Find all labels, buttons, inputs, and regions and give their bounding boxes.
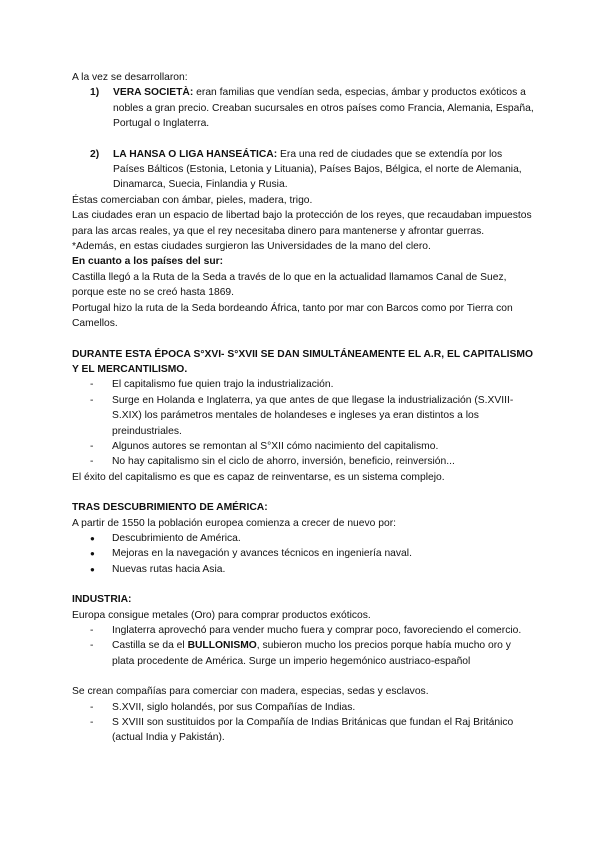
hansa-title: LA HANSA O LIGA HANSEÁTICA: [113, 148, 278, 160]
bullonismo-term: BULLONISMO [187, 640, 257, 652]
list-item: - Inglaterra aprovechó para vender mucho fuera y comprar poco, favoreciendo el comercio. [90, 625, 522, 636]
paragraph: Portugal hizo la ruta de la Seda bordeando África, tanto por mar con Barcos como por Tierra con Camellos. [72, 302, 513, 330]
list-item: - El capitalismo fue quien trajo la industrialización. [90, 379, 334, 391]
paragraph: Europa consigue metales (Oro) para comprar productos exóticos. [72, 609, 371, 621]
numbered-item-1 [90, 85, 534, 131]
list-item: ● Nuevas rutas hacia Asia. [90, 563, 226, 575]
list-item: ● Descubrimiento de América. [90, 532, 241, 544]
list-item: - Algunos autores se remontan al S°XII cómo nacimiento del capitalismo. [90, 440, 439, 452]
hansa-text: Era una red de ciudades que se extendía por los Países Bálticos (Estonia, Letonia y Lituania), Países Bajos, Bélgica, el norte de Alemania, Dinamarca, Suecia, Finlandia y Rusia. [113, 148, 522, 191]
numbered-item-2 [90, 147, 534, 193]
paragraph: Éstas comerciaban con ámbar, pieles, madera, trigo. [72, 194, 313, 206]
industria-heading: INDUSTRIA: [72, 594, 132, 606]
vera-societa-title: VERA SOCIETÀ: [113, 87, 194, 99]
paragraph: Las ciudades eran un espacio de libertad bajo la protección de los reyes, que recaudaban impuestos para las arcas reales, ya que el rey necesitaba dinero para mantenerse y afrontar guerras. [72, 210, 532, 237]
paragraph: A partir de 1550 la población europea comienza a crecer de nuevo por: [72, 517, 396, 529]
paragraph: *Además, en estas ciudades surgieron las Universidades de la mano del clero. [72, 241, 431, 253]
list-item: ● Mejoras en la navegación y avances técnicos en ingeniería naval. [90, 548, 412, 560]
item-number: 1) [90, 87, 100, 99]
paragraph: El éxito del capitalismo es que es capaz de reinventarse, es un sistema complejo. [72, 471, 445, 483]
south-heading: En cuanto a los países del sur: [72, 256, 224, 268]
document-page [72, 70, 534, 746]
america-heading: TRAS DESCUBRIMIENTO DE AMÉRICA: [72, 502, 268, 514]
list-item: - S XVIII son sustituidos por la Compañía de Indias Británicas que fundan el Raj Británico (actual India y Pakistán). [90, 717, 514, 744]
list-item: - No hay capitalismo sin el ciclo de ahorro, inversión, beneficio, reinversión... [90, 456, 455, 468]
list-item: - Castilla se da el BULLONISMO, subieron mucho los precios porque había mucho oro y plata procedente de América. Surge un imperio hegemónico austriaco-español [90, 640, 511, 667]
list-item: - Surge en Holanda e Inglaterra, ya que antes de que llegase la industrialización (S.XVIII- S.XIX) los parámetros mentales de holandeses e ingleses ya eran distintos a los preindustriales. [90, 394, 514, 437]
list-item: - S.XVII, siglo holandés, por sus Compañías de Indias. [90, 701, 356, 713]
vera-societa-text: eran familias que vendían seda, especias, ámbar y productos exóticos a nobles a gran precio. Creaban sucursales en otros países como Francia, Alemania, España, Portugal o Inglaterra. [113, 87, 534, 130]
item-number: 2) [90, 148, 100, 160]
paragraph: Castilla llegó a la Ruta de la Seda a través de lo que en la actualidad llamamos Canal de Suez, porque este no se creó hasta 1869. [72, 271, 507, 299]
capitalism-heading: DURANTE ESTA ÉPOCA S°XVI- S°XVII SE DAN SIMULTÁNEAMENTE EL A.R, EL CAPITALISMO Y EL MERCANTILISMO. [72, 348, 533, 375]
paragraph: Se crean compañías para comerciar con madera, especias, sedas y esclavos. [72, 686, 429, 698]
intro-text: A la vez se desarrollaron: [72, 72, 188, 83]
